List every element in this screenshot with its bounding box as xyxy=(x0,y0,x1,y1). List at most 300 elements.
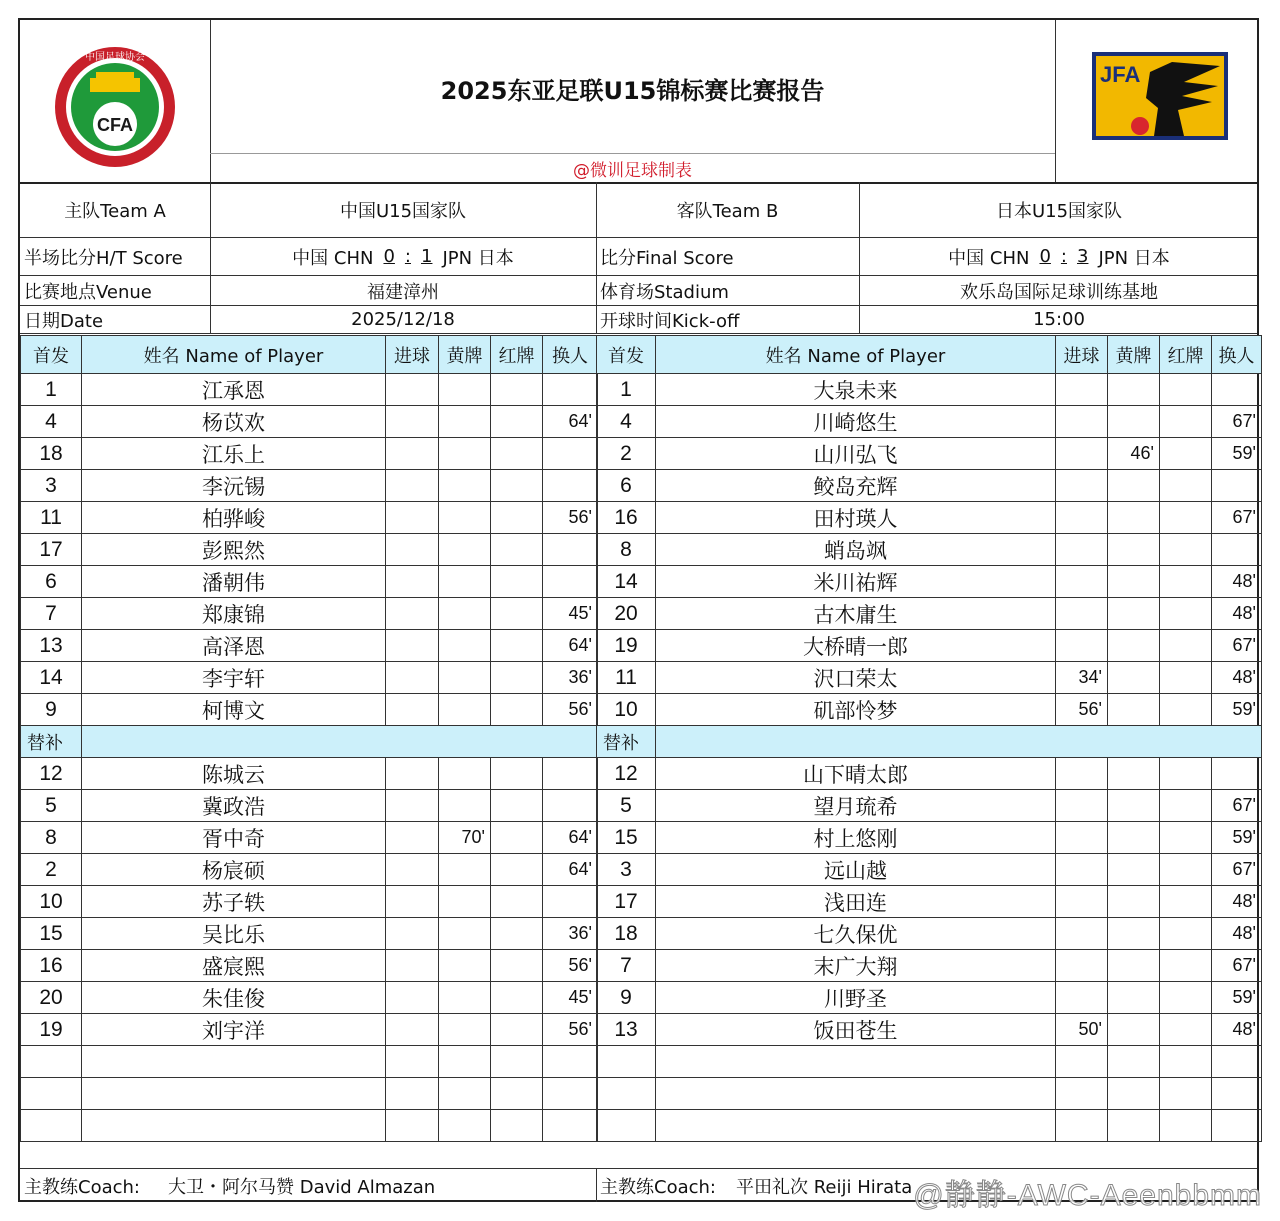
home-goal xyxy=(386,854,439,886)
ht-home-code: 中国 CHN xyxy=(292,247,374,269)
away-player-name: 山下晴太郎 xyxy=(656,758,1056,790)
away-player-name: 大桥晴一郎 xyxy=(656,630,1056,662)
away-red-card xyxy=(1160,470,1212,502)
home-red-card xyxy=(491,790,543,822)
home-starter-row xyxy=(21,470,598,502)
away-yellow-card xyxy=(1108,918,1160,950)
away-sub-row xyxy=(597,950,1262,982)
away-col-name: 姓名 Name of Player xyxy=(656,336,1056,374)
home-starter-row xyxy=(21,566,598,598)
away-player-name: 饭田苍生 xyxy=(656,1014,1056,1046)
home-red-card xyxy=(491,918,543,950)
away-substitution: 59' xyxy=(1212,438,1262,470)
away-substitution xyxy=(1212,1046,1262,1078)
home-col-goal: 进球 xyxy=(386,336,439,374)
away-goal xyxy=(1056,534,1108,566)
away-sub-row xyxy=(597,918,1262,950)
home-starter-row xyxy=(21,406,598,438)
home-substitution xyxy=(543,758,598,790)
svg-text:CFA: CFA xyxy=(97,115,133,135)
away-starter-row xyxy=(597,630,1262,662)
report-title: 2025东亚足联U15锦标赛比赛报告 xyxy=(440,76,825,105)
final-score xyxy=(859,238,1259,275)
away-yellow-card xyxy=(1108,758,1160,790)
away-col-red: 红牌 xyxy=(1160,336,1212,374)
home-substitution: 64' xyxy=(543,406,598,438)
away-red-card xyxy=(1160,950,1212,982)
home-red-card xyxy=(491,470,543,502)
away-header-row xyxy=(597,336,1262,374)
home-number: 4 xyxy=(21,406,82,438)
home-number xyxy=(21,1110,82,1142)
home-number: 6 xyxy=(21,566,82,598)
home-substitution: 36' xyxy=(543,918,598,950)
home-sub-row xyxy=(21,1014,598,1046)
away-red-card xyxy=(1160,886,1212,918)
svg-text:JFA: JFA xyxy=(1100,62,1141,87)
home-player-name: 李沅锡 xyxy=(82,470,386,502)
home-number: 8 xyxy=(21,822,82,854)
home-substitution: 56' xyxy=(543,950,598,982)
home-number: 15 xyxy=(21,918,82,950)
ft-away-goals: 3 xyxy=(1077,246,1089,267)
home-yellow-card xyxy=(439,662,491,694)
away-starter-row xyxy=(597,566,1262,598)
home-red-card xyxy=(491,502,543,534)
away-yellow-card xyxy=(1108,502,1160,534)
home-lineup-table xyxy=(20,335,598,1142)
away-red-card xyxy=(1160,374,1212,406)
away-number: 20 xyxy=(597,598,656,630)
home-red-card xyxy=(491,374,543,406)
final-score-label: 比分Final Score xyxy=(600,247,734,269)
home-player-name: 李宇轩 xyxy=(82,662,386,694)
home-team-name: 中国U15国家队 xyxy=(339,201,467,222)
home-number xyxy=(21,1078,82,1110)
ft-home-code: 中国 CHN xyxy=(948,247,1030,269)
away-starter-row xyxy=(597,534,1262,566)
away-player-name: 蛸岛飒 xyxy=(656,534,1056,566)
kickoff-label: 开球时间Kick-off xyxy=(600,310,740,332)
home-substitution: 36' xyxy=(543,662,598,694)
home-number: 2 xyxy=(21,854,82,886)
home-goal xyxy=(386,694,439,726)
home-player-name: 胥中奇 xyxy=(82,822,386,854)
home-sub-row xyxy=(21,918,598,950)
away-player-name xyxy=(656,1078,1056,1110)
watermark: @静静-AWC-Aeenbbmm xyxy=(913,1179,1262,1212)
away-red-card xyxy=(1160,630,1212,662)
home-goal xyxy=(386,374,439,406)
home-bench-fill xyxy=(82,726,598,758)
away-player-name: 古木庸生 xyxy=(656,598,1056,630)
away-bench-label: 替补 xyxy=(597,726,656,758)
home-goal xyxy=(386,438,439,470)
halftime-score xyxy=(210,238,596,275)
home-player-name: 柏骅峻 xyxy=(82,502,386,534)
home-yellow-card xyxy=(439,374,491,406)
home-substitution: 56' xyxy=(543,694,598,726)
away-starter-row xyxy=(597,406,1262,438)
away-red-card xyxy=(1160,438,1212,470)
home-sub-row xyxy=(21,822,598,854)
date-label: 日期Date xyxy=(24,310,104,332)
home-goal xyxy=(386,406,439,438)
home-substitution xyxy=(543,534,598,566)
home-goal xyxy=(386,758,439,790)
home-goal xyxy=(386,1046,439,1078)
away-yellow-card xyxy=(1108,662,1160,694)
home-number: 19 xyxy=(21,1014,82,1046)
away-yellow-card xyxy=(1108,566,1160,598)
home-red-card xyxy=(491,534,543,566)
ht-separator: : xyxy=(404,246,411,267)
home-red-card xyxy=(491,1078,543,1110)
away-player-name: 山川弘飞 xyxy=(656,438,1056,470)
away-yellow-card xyxy=(1108,1014,1160,1046)
away-number: 3 xyxy=(597,854,656,886)
home-col-red: 红牌 xyxy=(491,336,543,374)
home-number: 14 xyxy=(21,662,82,694)
away-number: 16 xyxy=(597,502,656,534)
away-number: 2 xyxy=(597,438,656,470)
home-starter-row xyxy=(21,374,598,406)
away-number xyxy=(597,1046,656,1078)
home-team-label: 主队Team A xyxy=(64,201,166,222)
home-yellow-card xyxy=(439,854,491,886)
away-lineup-table xyxy=(596,335,1262,1142)
away-player-name xyxy=(656,1046,1056,1078)
home-yellow-card xyxy=(439,1078,491,1110)
home-substitution: 45' xyxy=(543,982,598,1014)
away-yellow-card xyxy=(1108,790,1160,822)
away-goal xyxy=(1056,1078,1108,1110)
away-red-card xyxy=(1160,534,1212,566)
home-goal xyxy=(386,534,439,566)
home-yellow-card xyxy=(439,982,491,1014)
away-number: 18 xyxy=(597,918,656,950)
ht-home-goals: 0 xyxy=(383,246,395,267)
away-goal xyxy=(1056,918,1108,950)
away-goal xyxy=(1056,598,1108,630)
away-goal: 50' xyxy=(1056,1014,1108,1046)
away-sub-row xyxy=(597,1014,1262,1046)
date-value: 2025/12/18 xyxy=(351,309,455,330)
home-number: 10 xyxy=(21,886,82,918)
home-yellow-card xyxy=(439,598,491,630)
home-sub-row xyxy=(21,758,598,790)
home-goal xyxy=(386,918,439,950)
away-number: 9 xyxy=(597,982,656,1014)
home-sub-row xyxy=(21,982,598,1014)
away-substitution: 67' xyxy=(1212,950,1262,982)
away-red-card xyxy=(1160,854,1212,886)
ft-separator: : xyxy=(1060,246,1067,267)
away-player-name: 川野圣 xyxy=(656,982,1056,1014)
home-substitution: 64' xyxy=(543,630,598,662)
away-starter-row xyxy=(597,662,1262,694)
home-red-card xyxy=(491,662,543,694)
home-red-card xyxy=(491,1046,543,1078)
away-number: 17 xyxy=(597,886,656,918)
away-player-name xyxy=(656,1110,1056,1142)
home-col-start: 首发 xyxy=(21,336,82,374)
away-yellow-card xyxy=(1108,982,1160,1014)
away-goal xyxy=(1056,758,1108,790)
home-number: 9 xyxy=(21,694,82,726)
away-yellow-card xyxy=(1108,1110,1160,1142)
away-player-name: 大泉未来 xyxy=(656,374,1056,406)
home-yellow-card xyxy=(439,918,491,950)
home-coach xyxy=(20,1169,596,1202)
home-goal xyxy=(386,470,439,502)
away-starter-row xyxy=(597,598,1262,630)
home-yellow-card xyxy=(439,694,491,726)
away-player-name: 浅田连 xyxy=(656,886,1056,918)
away-yellow-card xyxy=(1108,1046,1160,1078)
home-number xyxy=(21,1046,82,1078)
away-player-name: 沢口荣太 xyxy=(656,662,1056,694)
home-player-name: 杨宸硕 xyxy=(82,854,386,886)
away-col-yellow: 黄牌 xyxy=(1108,336,1160,374)
home-goal xyxy=(386,566,439,598)
away-number: 13 xyxy=(597,1014,656,1046)
away-team-label: 客队Team B xyxy=(676,201,779,222)
home-substitution xyxy=(543,470,598,502)
home-col-name: 姓名 Name of Player xyxy=(82,336,386,374)
home-player-name: 江承恩 xyxy=(82,374,386,406)
away-red-card xyxy=(1160,790,1212,822)
home-goal xyxy=(386,662,439,694)
away-number: 1 xyxy=(597,374,656,406)
away-substitution: 67' xyxy=(1212,790,1262,822)
home-substitution xyxy=(543,790,598,822)
home-number: 13 xyxy=(21,630,82,662)
home-goal xyxy=(386,502,439,534)
home-yellow-card xyxy=(439,758,491,790)
home-substitution xyxy=(543,1046,598,1078)
away-goal xyxy=(1056,822,1108,854)
home-red-card xyxy=(491,694,543,726)
home-sub-row xyxy=(21,1046,598,1078)
away-yellow-card xyxy=(1108,630,1160,662)
halftime-score-label: 半场比分H/T Score xyxy=(24,247,183,269)
away-red-card xyxy=(1160,566,1212,598)
home-player-name: 苏子轶 xyxy=(82,886,386,918)
away-number: 19 xyxy=(597,630,656,662)
home-red-card xyxy=(491,822,543,854)
home-starter-row xyxy=(21,438,598,470)
away-yellow-card xyxy=(1108,1078,1160,1110)
away-player-name: 矶部怜梦 xyxy=(656,694,1056,726)
home-number: 16 xyxy=(21,950,82,982)
venue-label: 比赛地点Venue xyxy=(24,281,152,303)
home-red-card xyxy=(491,1110,543,1142)
home-coach-name: 大卫・阿尔马赞 David Almazan xyxy=(167,1176,436,1198)
away-player-name: 远山越 xyxy=(656,854,1056,886)
away-substitution: 48' xyxy=(1212,598,1262,630)
ht-away-goals: 1 xyxy=(421,246,433,267)
away-col-start: 首发 xyxy=(597,336,656,374)
away-player-name: 田村瑛人 xyxy=(656,502,1056,534)
away-yellow-card xyxy=(1108,694,1160,726)
home-substitution xyxy=(543,886,598,918)
away-substitution: 67' xyxy=(1212,854,1262,886)
credit-text: @微训足球制表 xyxy=(573,160,692,181)
home-starter-row xyxy=(21,502,598,534)
away-player-name: 七久保优 xyxy=(656,918,1056,950)
away-number xyxy=(597,1078,656,1110)
away-team-name: 日本U15国家队 xyxy=(995,201,1123,222)
away-number: 14 xyxy=(597,566,656,598)
home-yellow-card: 70' xyxy=(439,822,491,854)
away-yellow-card xyxy=(1108,534,1160,566)
home-player-name: 刘宇洋 xyxy=(82,1014,386,1046)
home-yellow-card xyxy=(439,438,491,470)
home-yellow-card xyxy=(439,1046,491,1078)
home-yellow-card xyxy=(439,406,491,438)
home-yellow-card xyxy=(439,1014,491,1046)
home-goal xyxy=(386,598,439,630)
away-number xyxy=(597,1110,656,1142)
away-red-card xyxy=(1160,982,1212,1014)
home-red-card xyxy=(491,566,543,598)
home-yellow-card xyxy=(439,1110,491,1142)
away-goal xyxy=(1056,406,1108,438)
home-yellow-card xyxy=(439,790,491,822)
away-yellow-card xyxy=(1108,598,1160,630)
home-substitution: 56' xyxy=(543,1014,598,1046)
away-yellow-card xyxy=(1108,950,1160,982)
kickoff-value: 15:00 xyxy=(1033,309,1085,330)
away-yellow-card xyxy=(1108,470,1160,502)
away-red-card xyxy=(1160,822,1212,854)
home-number: 11 xyxy=(21,502,82,534)
home-red-card xyxy=(491,854,543,886)
away-red-card xyxy=(1160,694,1212,726)
home-coach-label: 主教练Coach: xyxy=(24,1176,140,1198)
away-substitution xyxy=(1212,1078,1262,1110)
home-player-name xyxy=(82,1110,386,1142)
away-sub-row xyxy=(597,1110,1262,1142)
venue-value: 福建漳州 xyxy=(367,281,439,303)
away-red-card xyxy=(1160,662,1212,694)
home-substitution: 56' xyxy=(543,502,598,534)
home-goal xyxy=(386,950,439,982)
away-sub-row xyxy=(597,758,1262,790)
away-red-card xyxy=(1160,758,1212,790)
away-red-card xyxy=(1160,502,1212,534)
home-red-card xyxy=(491,950,543,982)
home-header-row xyxy=(21,336,598,374)
home-player-name: 柯博文 xyxy=(82,694,386,726)
away-starter-row xyxy=(597,694,1262,726)
home-col-sub: 换人 xyxy=(543,336,598,374)
home-player-name: 吴比乐 xyxy=(82,918,386,950)
home-sub-row xyxy=(21,950,598,982)
stadium-value: 欢乐岛国际足球训练基地 xyxy=(960,281,1158,303)
home-goal xyxy=(386,982,439,1014)
away-red-card xyxy=(1160,406,1212,438)
home-player-name xyxy=(82,1046,386,1078)
away-sub-row xyxy=(597,822,1262,854)
home-goal xyxy=(386,886,439,918)
away-goal xyxy=(1056,1110,1108,1142)
away-goal xyxy=(1056,1046,1108,1078)
away-sub-row xyxy=(597,854,1262,886)
away-goal: 56' xyxy=(1056,694,1108,726)
away-goal xyxy=(1056,374,1108,406)
home-yellow-card xyxy=(439,630,491,662)
home-starter-row xyxy=(21,694,598,726)
home-substitution xyxy=(543,1110,598,1142)
away-goal xyxy=(1056,630,1108,662)
home-yellow-card xyxy=(439,950,491,982)
away-col-sub: 换人 xyxy=(1212,336,1262,374)
away-substitution: 48' xyxy=(1212,886,1262,918)
jfa-crow-icon xyxy=(1092,52,1228,140)
home-goal xyxy=(386,630,439,662)
away-player-name: 鲛岛充辉 xyxy=(656,470,1056,502)
home-starter-row xyxy=(21,662,598,694)
away-player-name: 末广大翔 xyxy=(656,950,1056,982)
away-coach-label: 主教练Coach: xyxy=(600,1176,716,1198)
away-substitution: 48' xyxy=(1212,566,1262,598)
away-goal xyxy=(1056,470,1108,502)
home-yellow-card xyxy=(439,534,491,566)
home-player-name: 盛宸熙 xyxy=(82,950,386,982)
away-substitution: 67' xyxy=(1212,630,1262,662)
home-number: 18 xyxy=(21,438,82,470)
away-yellow-card xyxy=(1108,374,1160,406)
away-bench-row xyxy=(597,726,1262,758)
home-sub-row xyxy=(21,790,598,822)
away-goal xyxy=(1056,502,1108,534)
away-goal xyxy=(1056,950,1108,982)
away-number: 11 xyxy=(597,662,656,694)
home-substitution: 64' xyxy=(543,854,598,886)
home-starter-row xyxy=(21,534,598,566)
away-sub-row xyxy=(597,1078,1262,1110)
away-goal xyxy=(1056,566,1108,598)
away-starter-row xyxy=(597,374,1262,406)
away-red-card xyxy=(1160,1014,1212,1046)
away-substitution: 59' xyxy=(1212,822,1262,854)
home-goal xyxy=(386,1014,439,1046)
away-sub-row xyxy=(597,1046,1262,1078)
away-number: 8 xyxy=(597,534,656,566)
home-red-card xyxy=(491,1014,543,1046)
home-starter-row xyxy=(21,630,598,662)
home-substitution: 64' xyxy=(543,822,598,854)
home-substitution: 45' xyxy=(543,598,598,630)
away-number: 6 xyxy=(597,470,656,502)
ft-away-code: JPN 日本 xyxy=(1098,247,1170,269)
home-goal xyxy=(386,790,439,822)
home-col-yellow: 黄牌 xyxy=(439,336,491,374)
away-col-goal: 进球 xyxy=(1056,336,1108,374)
home-substitution xyxy=(543,1078,598,1110)
away-yellow-card xyxy=(1108,854,1160,886)
away-player-name: 川崎悠生 xyxy=(656,406,1056,438)
home-yellow-card xyxy=(439,470,491,502)
away-substitution: 48' xyxy=(1212,662,1262,694)
away-yellow-card xyxy=(1108,822,1160,854)
away-substitution xyxy=(1212,1110,1262,1142)
home-player-name: 冀政浩 xyxy=(82,790,386,822)
away-number: 10 xyxy=(597,694,656,726)
away-sub-row xyxy=(597,982,1262,1014)
